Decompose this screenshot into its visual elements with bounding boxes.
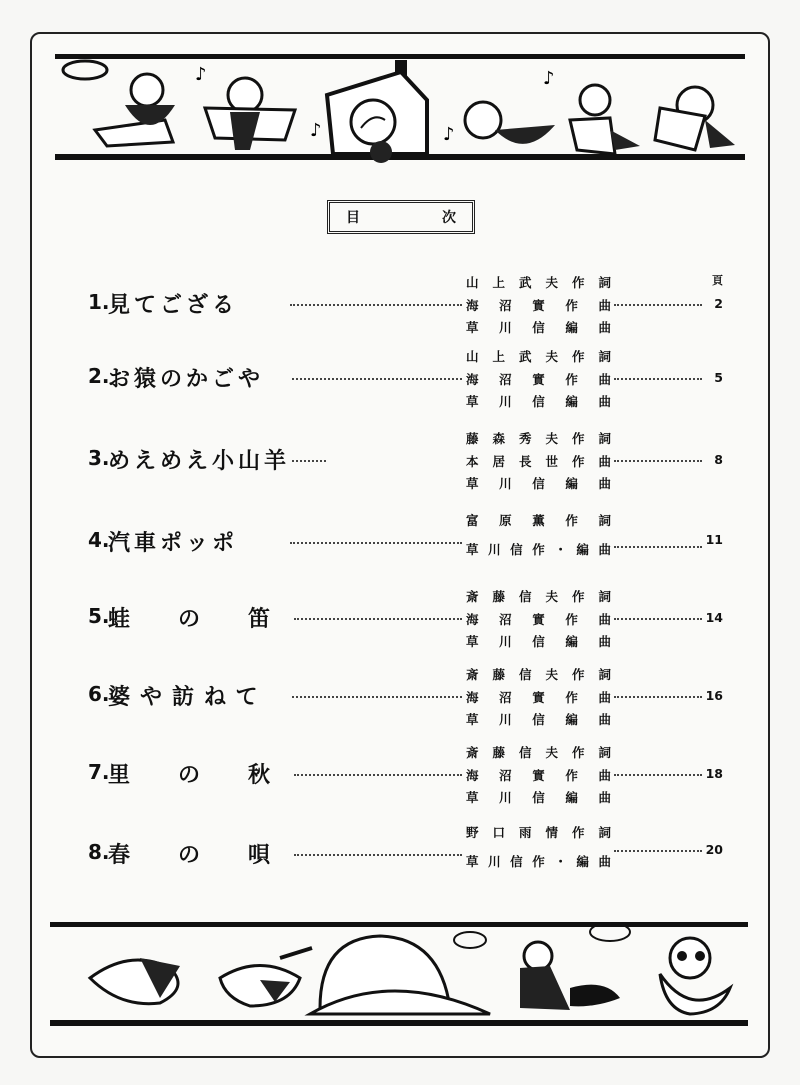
credit-line: 草川信編曲 — [466, 712, 611, 727]
entry-credits — [466, 586, 611, 654]
bottom-rule-upper — [50, 922, 748, 927]
toc-heading — [327, 200, 475, 234]
music-note-icon: ♪ — [443, 124, 455, 145]
credit-line: 草川信編曲 — [466, 320, 611, 335]
entry-title — [108, 758, 318, 789]
entry-title: 汽車ポッポ — [108, 530, 239, 556]
toc-entry[interactable] — [0, 664, 800, 727]
bottom-illustration — [42, 918, 748, 1030]
entry-page-number: 5 — [714, 370, 723, 385]
leader-dots — [614, 378, 702, 380]
leader-dots — [614, 774, 702, 776]
leader-dots — [292, 378, 462, 380]
entry-page-number: 16 — [705, 688, 723, 703]
entry-credits — [466, 428, 611, 496]
toc-entry[interactable] — [0, 742, 800, 805]
leader-dots — [614, 460, 702, 462]
bird-icon — [655, 87, 735, 150]
entry-credits — [466, 346, 611, 414]
credit-line: 藤森秀夫作詞 — [466, 431, 611, 446]
credit-line: 草川信編曲 — [466, 634, 611, 649]
leader-dots — [614, 850, 702, 852]
entry-title — [108, 602, 318, 633]
credit-line: 斎藤信夫作詞 — [466, 589, 611, 604]
entry-credits — [466, 272, 611, 340]
page-column-label: 頁 — [712, 274, 723, 287]
credit-line: 海沼實作曲 — [466, 767, 611, 783]
top-rule-upper — [55, 54, 745, 59]
entry-credits — [466, 822, 611, 873]
credit-line: 斎藤信夫作詞 — [466, 667, 611, 682]
entry-credits — [466, 510, 611, 561]
leader-dots — [614, 696, 702, 698]
entry-credits — [466, 664, 611, 732]
leader-dots — [614, 304, 702, 306]
entry-page-number: 18 — [705, 766, 723, 781]
toc-entry[interactable] — [0, 586, 800, 649]
entry-title-text: 里の秋 — [108, 762, 319, 788]
credit-line: 斎藤信夫作詞 — [466, 745, 611, 760]
leader-dots — [292, 696, 462, 698]
entry-number: 8. — [88, 840, 110, 864]
entry-title: めえめえ小山羊 — [108, 448, 291, 474]
entry-page-number: 11 — [705, 532, 723, 547]
entry-credits — [466, 742, 611, 810]
bottom-rule-lower — [50, 1020, 748, 1026]
entry-number: 1. — [88, 290, 110, 314]
leader-dots — [614, 618, 702, 620]
leader-dots — [290, 542, 462, 544]
credit-line: 野口雨情作詞 — [466, 825, 611, 840]
toc-heading-right: 次 — [442, 210, 456, 226]
leader-dots — [292, 460, 326, 462]
entry-page-number: 2 — [714, 296, 723, 311]
entry-title-text: 蛙の笛 — [108, 606, 319, 632]
entry-title: 婆や訪ねて — [108, 684, 268, 710]
credit-line: 草川信編曲 — [466, 476, 611, 491]
entry-page-number: 20 — [705, 842, 723, 857]
credit-line: 富原薫作詞 — [466, 513, 611, 528]
leader-dots — [614, 546, 702, 548]
entry-number: 7. — [88, 760, 110, 784]
credit-line: 草川信作・編曲 — [466, 853, 611, 869]
bird-icon — [570, 85, 640, 154]
credit-line: 海沼實作曲 — [466, 689, 611, 705]
credit-line: 草川信編曲 — [466, 394, 611, 409]
rabbit-icon — [90, 958, 180, 1004]
entry-title-text: 春の唄 — [108, 842, 319, 868]
credit-line: 草川信編曲 — [466, 790, 611, 805]
music-note-icon: ♪ — [195, 64, 207, 85]
credit-line: 海沼實作曲 — [466, 297, 611, 313]
bird-icon — [465, 102, 555, 144]
credit-line: 山上武夫作詞 — [466, 349, 611, 364]
credit-line: 草川信作・編曲 — [466, 541, 611, 557]
music-note-icon: ♪ — [543, 68, 555, 89]
bird-icon — [95, 74, 175, 146]
leader-dots — [294, 618, 462, 620]
toc-entry[interactable] — [0, 822, 800, 882]
bird-icon — [205, 78, 295, 150]
entry-page-number: 8 — [714, 452, 723, 467]
entry-number: 6. — [88, 682, 110, 706]
credit-line: 海沼實作曲 — [466, 371, 611, 387]
owl-icon — [520, 942, 620, 1010]
cloud-icon — [63, 61, 107, 79]
credit-line: 山上武夫作詞 — [466, 275, 611, 290]
leader-dots — [294, 854, 462, 856]
rabbit-icon — [220, 948, 312, 1006]
toc-entry[interactable] — [0, 510, 800, 570]
owl-icon — [660, 938, 730, 1014]
cloud-icon — [454, 932, 486, 948]
toc-entry[interactable] — [0, 428, 800, 491]
entry-title: お猿のかごや — [108, 366, 265, 392]
music-note-icon: ♪ — [310, 120, 322, 141]
cuckoo-clock-icon — [327, 60, 427, 163]
credit-line: 海沼實作曲 — [466, 611, 611, 627]
leader-dots — [294, 774, 462, 776]
entry-number: 4. — [88, 528, 110, 552]
leader-dots — [290, 304, 462, 306]
entry-number: 5. — [88, 604, 110, 628]
entry-title: 見てござる — [108, 292, 239, 318]
toc-entry[interactable] — [0, 272, 800, 335]
credit-line: 本居長世作曲 — [466, 453, 611, 469]
toc-heading-left: 目 — [346, 210, 360, 226]
entry-number: 3. — [88, 446, 110, 470]
entry-title — [108, 838, 318, 869]
entry-page-number: 14 — [705, 610, 723, 625]
toc-entry[interactable] — [0, 346, 800, 409]
top-illustration — [55, 50, 745, 170]
entry-number: 2. — [88, 364, 110, 388]
